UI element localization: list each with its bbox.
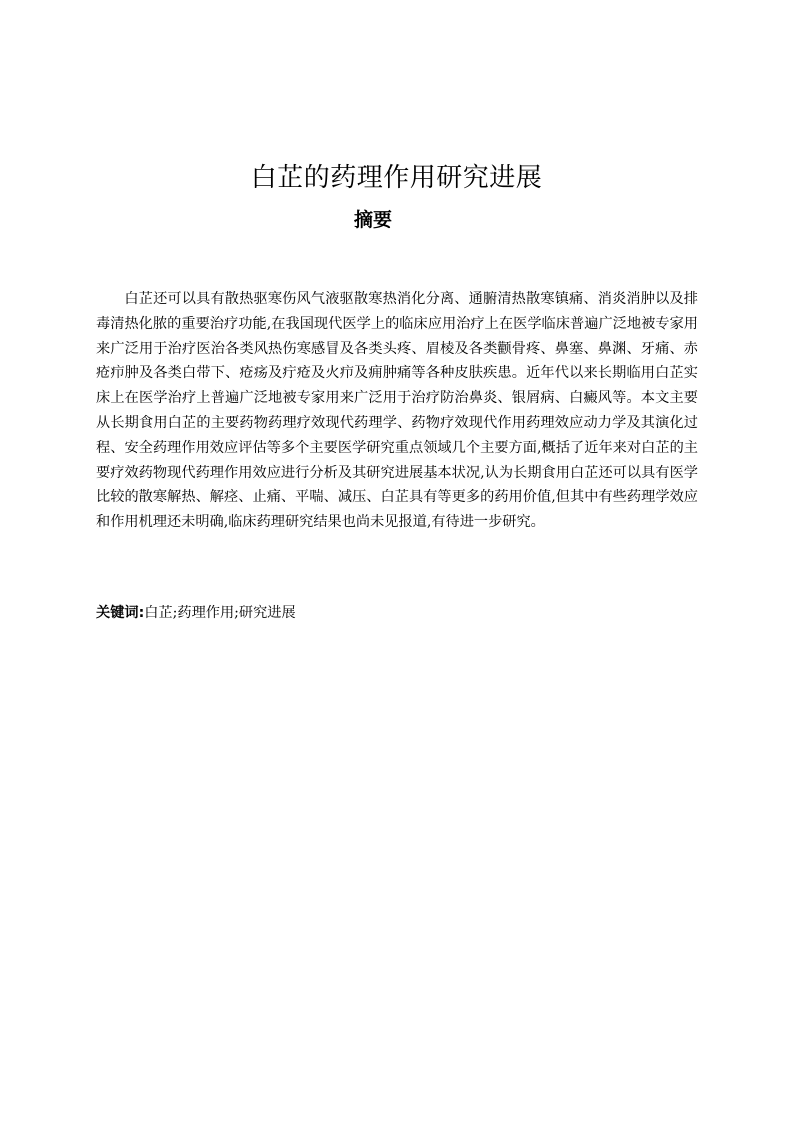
abstract-heading: 摘要 xyxy=(354,209,393,231)
abstract-paragraph: 白芷还可以具有散热驱寒伤风气液驱散寒热消化分离、通腑清热散寒镇痛、消炎消肿以及排毒清热化脓的重要治疗功能,在我国现代医学上的临床应用治疗上在医学临床普遍广泛地被专家用来广泛用于治疗医治各类风热伤寒感冒及各类头疼、眉棱及各类颧骨疼、鼻塞、鼻渊、牙痛、赤疮疖肿及各类白带下、疮疡及疔疮及火疖及痈肿痛等各种皮肤疾患。近年代以来长期临用白芷实床上在医学治疗上普遍广泛地被专家用来广泛用于治疗防治鼻炎、银屑病、白癜风等。本文主要从长期食用白芷的主要药物药理疗效现代药理学、药物疗效现代作用药理效应动力学及其演化过程、安全药理作用效应评估等多个主要医学研究重点领域几个主要方面,概括了近年来对白芷的主要疗效药物现代药理作用效应进行分析及其研究进展基本状况,认为长期食用白芷还可以具有医学比较的散寒解热、解痉、止痛、平喘、减压、白芷具有等更多的药用价值,但其中有些药理学效应和作用机理还未明确,临床药理研究结果也尚未见报道,有待进一步研究。 xyxy=(96,291,698,531)
keywords-line xyxy=(96,601,698,625)
document-title: 白芷的药理作用研究进展 xyxy=(250,163,543,193)
keywords-label: 关键词: xyxy=(96,605,145,621)
keywords-values: 白芷;药理作用;研究进展 xyxy=(144,605,296,621)
